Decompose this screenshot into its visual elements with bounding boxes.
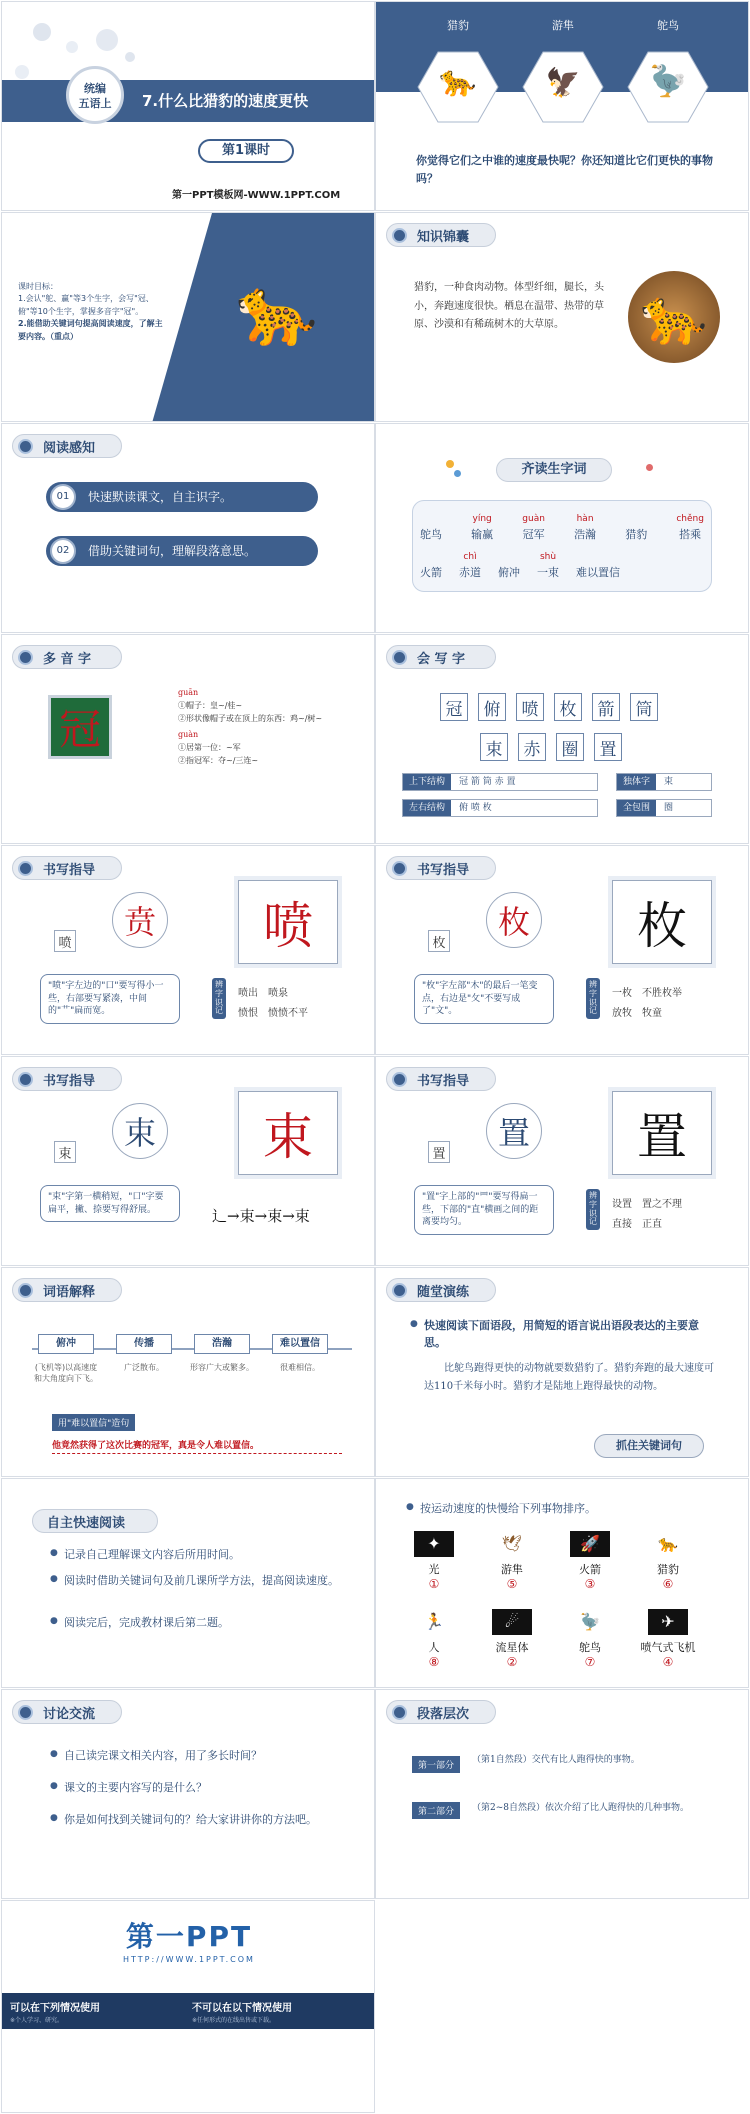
slide-16-ordering <box>375 1478 749 1688</box>
discussion-question-1: ● 自己读完课文相关内容，用了多长时间？ <box>50 1748 350 1765</box>
write-character: 筒 <box>630 693 658 721</box>
item-image-icon: ✈ <box>648 1609 688 1635</box>
part-label-1: 第一部分 <box>412 1756 460 1773</box>
cheetah-portrait-icon: 🐆 <box>628 271 720 363</box>
decor-dot-icon <box>454 470 461 477</box>
structure-key: 上下结构 <box>403 774 451 790</box>
word-pinyin: guàn <box>522 514 545 524</box>
word-pinyin <box>498 552 520 564</box>
word-text: 火箭 <box>420 566 442 579</box>
write-character: 赤 <box>518 733 546 761</box>
usage-allowed-text: ※个人学习、研究。 <box>10 2017 64 2024</box>
item-rank: ⑦ <box>584 1655 596 1669</box>
write-character: 冠 <box>440 693 468 721</box>
goals-block: 课时目标： 1.会认"鸵、赢"等3个生字，会写"冠、俯"等10个生字，掌握多音字"冠"。 2.能借助关键词句提高阅读速度，了解主要内容。（重点） <box>18 282 163 341</box>
slide-4-knowledge <box>375 212 749 422</box>
word-pinyin: shù <box>539 552 557 562</box>
item-image-icon: 🕊 <box>492 1531 532 1557</box>
word-item <box>676 514 704 542</box>
reading-step-1: 快速默读课文，自主识字。 <box>46 482 318 512</box>
example-sentence: 他竟然获得了这次比赛的冠军，真是令人难以置信。 <box>52 1438 342 1454</box>
word-item <box>625 514 647 542</box>
word-text: 输赢 <box>471 528 494 541</box>
small-char-box: 置 <box>428 1141 450 1163</box>
character-evolution: ⻌→束→束→束 <box>212 1207 310 1225</box>
section-pill: 书写指导 <box>12 1067 122 1091</box>
word-item <box>498 552 520 580</box>
write-character: 枚 <box>554 693 582 721</box>
key-sentence-button[interactable]: 抓住关键词句 <box>594 1434 704 1458</box>
writing-note: "枚"字左部"木"的最后一笔变点，右边是"攵"不要写成了"文"。 <box>414 974 554 1024</box>
site-label: 第一PPT模板网-WWW.1PPT.COM <box>172 190 341 201</box>
focus-circle: 枚 <box>486 892 542 948</box>
structure-value: 束 <box>664 777 674 787</box>
vocab-definition: 广泛散布。 <box>124 1363 164 1372</box>
reading-step-2: 借助关键词句，理解段落意思。 <box>46 536 318 566</box>
section-pill: 随堂演练 <box>386 1278 496 1302</box>
section-pill: 自主快速阅读 <box>32 1509 158 1533</box>
word-text: 赤道 <box>459 566 481 579</box>
polyphone-meanings: guān ①帽子：皇~/桂~ ②形状像帽子或在顶上的东西：鸡~/树~ guàn ①居第一位：~军 ②指冠军：夺~/三连~ <box>178 688 323 765</box>
distinguish-tag: 辨字识记 <box>586 1189 600 1230</box>
word-item <box>522 514 545 542</box>
pill-dot-icon <box>18 1072 33 1087</box>
slide-3-goals <box>1 212 375 422</box>
link-list-area <box>2 2029 375 2113</box>
item-image-icon: ☄ <box>492 1609 532 1635</box>
pill-dot-icon <box>18 650 33 665</box>
small-char-box: 枚 <box>428 930 450 952</box>
structure-key: 独体字 <box>617 774 656 790</box>
animal-label-1: 猎豹 <box>447 19 469 32</box>
animal-label-3: 鸵鸟 <box>657 19 679 32</box>
item-name: 鸵鸟 <box>579 1641 601 1654</box>
word-pinyin: chěng <box>676 514 704 524</box>
word-text: 浩瀚 <box>574 528 597 541</box>
word-pinyin: yíng <box>472 514 492 524</box>
structure-key: 全包围 <box>617 800 656 816</box>
part-text-1: （第1自然段）交代有比人跑得快的事物。 <box>472 1755 640 1765</box>
pill-dot-icon <box>392 1072 407 1087</box>
slide-6-words <box>375 423 749 633</box>
cheetah-icon: 🐆 <box>235 273 319 350</box>
item-name: 人 <box>428 1641 440 1654</box>
item-rank: ④ <box>662 1655 674 1669</box>
word-item <box>537 552 559 580</box>
writing-note: "束"字第一横稍短，"口"字要扁平，撇、捺要写得舒展。 <box>40 1185 180 1222</box>
vocab-word: 俯冲 <box>38 1334 94 1354</box>
pill-dot-icon <box>18 1705 33 1720</box>
compare-words: 一枚 不胜枚举 放牧 牧童 <box>612 988 682 1019</box>
item-rank: ⑧ <box>428 1655 440 1669</box>
small-char-box: 束 <box>54 1141 76 1163</box>
make-sentence-label: 用"难以置信"造句 <box>52 1414 135 1431</box>
focus-circle: 束 <box>112 1103 168 1159</box>
section-pill: 讨论交流 <box>12 1700 122 1724</box>
usage-allowed-title: 可以在下列情况使用 <box>10 2003 100 2014</box>
ostrich-icon: 🦤 <box>649 64 687 99</box>
item-image-icon: 🐆 <box>648 1531 688 1557</box>
word-text: 难以置信 <box>576 566 620 579</box>
slide-14-practice <box>375 1267 749 1477</box>
section-pill: 多 音 字 <box>12 645 122 669</box>
vocab-definition: 形容广大或繁多。 <box>190 1363 254 1372</box>
slide-1-title <box>1 1 375 211</box>
section-pill: 段落层次 <box>386 1700 496 1724</box>
focus-circle: 置 <box>486 1103 542 1159</box>
compare-words: 设置 置之不理 直接 正直 <box>612 1199 682 1230</box>
word-text: 搭乘 <box>679 528 702 541</box>
discussion-question-2: ● 课文的主要内容写的是什么？ <box>50 1780 350 1797</box>
write-character: 箭 <box>592 693 620 721</box>
word-pinyin: chì <box>463 552 477 562</box>
item-name: 火箭 <box>579 1563 601 1576</box>
item-rank: ⑤ <box>506 1577 518 1591</box>
brand-logo: 第一PPT <box>125 1920 253 1953</box>
structure-label <box>616 773 712 791</box>
word-text: 俯冲 <box>498 566 520 579</box>
selfread-point-3: ● 阅读完后，完成教材课后第二题。 <box>50 1615 350 1632</box>
step-number-1: 01 <box>50 484 76 510</box>
vocab-definition: 很难相信。 <box>280 1363 320 1372</box>
item-name: 流星体 <box>495 1641 529 1654</box>
lesson-title: 7.什么比猎豹的速度更快 <box>142 92 309 110</box>
word-read-title: 齐读生字词 <box>496 458 612 482</box>
item-name: 喷气式飞机 <box>640 1641 696 1654</box>
word-text: 鸵鸟 <box>420 528 442 541</box>
structure-value: 冠 箭 筒 赤 置 <box>459 777 516 787</box>
pill-dot-icon <box>392 1705 407 1720</box>
section-pill: 书写指导 <box>12 856 122 880</box>
writing-note: "喷"字左边的"口"要写得小一些，右部要写紧凑，中间的"艹"扁而宽。 <box>40 974 180 1024</box>
item-image-icon: 🏃 <box>414 1609 454 1635</box>
item-rank: ③ <box>584 1577 596 1591</box>
practice-question: ● 快速阅读下面语段，用简短的语言说出语段表达的主要意思。 <box>410 1318 710 1351</box>
item-rank: ⑥ <box>662 1577 674 1591</box>
section-pill: 知识锦囊 <box>386 223 496 247</box>
pill-dot-icon <box>392 1283 407 1298</box>
brand-url: HTTP://WWW.1PPT.COM <box>123 1955 255 1964</box>
word-pinyin <box>420 552 442 564</box>
decor-dot-icon <box>646 464 653 471</box>
lesson-period: 第1课时 <box>198 139 294 163</box>
step-number-2: 02 <box>50 538 76 564</box>
slide-11-guide-shu <box>1 1056 375 1266</box>
vocab-word: 浩瀚 <box>194 1334 250 1354</box>
small-char-box: 喷 <box>54 930 76 952</box>
item-rank: ② <box>506 1655 518 1669</box>
pill-dot-icon <box>392 861 407 876</box>
item-image-icon: 🚀 <box>570 1531 610 1557</box>
word-pinyin <box>625 514 647 526</box>
discussion-question-3: ● 你是如何找到关键词句的？给大家讲讲你的方法吧。 <box>50 1812 330 1829</box>
slide-17-discussion <box>1 1689 375 1899</box>
slide-8-writing <box>375 634 749 844</box>
word-row-1 <box>420 514 704 542</box>
distinguish-tag: 辨字识记 <box>586 978 600 1019</box>
pill-dot-icon <box>18 861 33 876</box>
section-pill: 词语解释 <box>12 1278 122 1302</box>
big-char-box: 束 <box>238 1091 338 1175</box>
structure-value: 圈 <box>664 803 674 813</box>
item-name: 光 <box>428 1563 440 1576</box>
item-image-icon: 🦤 <box>570 1609 610 1635</box>
big-char-box: 枚 <box>612 880 712 964</box>
distinguish-tag: 辨字识记 <box>212 978 226 1019</box>
word-pinyin <box>576 552 620 564</box>
write-character: 圈 <box>556 733 584 761</box>
focus-circle: 贲 <box>112 892 168 948</box>
knowledge-text: 猎豹，一种食肉动物。体型纤细，腿长，头小，奔跑速度很快。栖息在温带、热带的草原、沙漠和有稀疏树木的大草原。 <box>414 282 604 330</box>
slide-12-guide-zhi <box>375 1056 749 1266</box>
word-item <box>420 514 442 542</box>
compare-words: 喷出 喷泉 愤恨 愤愤不平 <box>238 988 308 1019</box>
usage-forbidden-title: 不可以在以下情况使用 <box>192 2003 292 2014</box>
vocab-word: 难以置信 <box>272 1334 328 1354</box>
section-pill: 书写指导 <box>386 1067 496 1091</box>
word-pinyin: hàn <box>576 514 594 524</box>
word-pinyin <box>420 514 442 526</box>
animal-question: 你觉得它们之中谁的速度最快呢？你还知道比它们更快的事物吗？ <box>416 154 713 185</box>
write-character: 喷 <box>516 693 544 721</box>
writing-note: "置"字上部的"罒"要写得扁一些，下部的"直"横画之间的距离要均匀。 <box>414 1185 554 1235</box>
pill-dot-icon <box>18 439 33 454</box>
selfread-point-2: ● 阅读时借助关键词句及前几课所学方法，提高阅读速度。 <box>50 1573 350 1590</box>
item-name: 游隼 <box>501 1563 523 1576</box>
structure-key: 左右结构 <box>403 800 451 816</box>
big-char-box: 置 <box>612 1091 712 1175</box>
structure-value: 俯 喷 枚 <box>459 803 492 813</box>
word-text: 冠军 <box>522 528 545 541</box>
section-pill: 阅读感知 <box>12 434 122 458</box>
textbook-badge: 统编 五语上 <box>66 66 124 124</box>
slide-5-reading <box>1 423 375 633</box>
selfread-point-1: ● 记录自己理解课文内容后所用时间。 <box>50 1547 350 1564</box>
slide-7-polyphone <box>1 634 375 844</box>
write-char-row-1 <box>440 693 658 721</box>
ordering-title: ● 按运动速度的快慢给下列事物排序。 <box>406 1501 726 1518</box>
animal-label-2: 游隼 <box>552 19 574 32</box>
structure-label <box>402 799 598 817</box>
decor-dot-icon <box>446 460 454 468</box>
section-pill: 书写指导 <box>386 856 496 880</box>
structure-label <box>616 799 712 817</box>
slide-15-selfread <box>1 1478 375 1688</box>
slide-18-structure <box>375 1689 749 1899</box>
item-image-icon: ✦ <box>414 1531 454 1557</box>
write-character: 置 <box>594 733 622 761</box>
vocab-word: 传播 <box>116 1334 172 1354</box>
pill-dot-icon <box>392 650 407 665</box>
slide-13-vocab <box>1 1267 375 1477</box>
pill-dot-icon <box>18 1283 33 1298</box>
slide-19-footer <box>1 1900 375 2113</box>
brand-area <box>2 1901 375 1973</box>
item-rank: ① <box>428 1577 440 1591</box>
slide-9-guide-pen <box>1 845 375 1055</box>
word-row-2 <box>420 552 620 580</box>
part-text-2: （第2~8自然段）依次介绍了比人跑得快的几种事物。 <box>472 1803 689 1813</box>
big-char-box: 喷 <box>238 880 338 964</box>
cheetah-icon: 🐆 <box>439 64 477 99</box>
word-text: 猎豹 <box>625 528 648 541</box>
write-char-row-2 <box>480 733 622 761</box>
polyphone-character: 冠 <box>48 695 112 759</box>
word-item <box>471 514 493 542</box>
item-name: 猎豹 <box>657 1563 679 1576</box>
word-item <box>420 552 442 580</box>
write-character: 俯 <box>478 693 506 721</box>
usage-forbidden-text: ※任何形式的在线出售或下载。 <box>192 2017 276 2024</box>
word-item <box>459 552 481 580</box>
vocab-definition: (飞机等)以高速度和大角度向下飞。 <box>34 1363 98 1384</box>
write-character: 束 <box>480 733 508 761</box>
word-item <box>576 552 620 580</box>
section-pill: 会 写 字 <box>386 645 496 669</box>
word-text: 一束 <box>537 566 559 579</box>
falcon-icon: 🦅 <box>545 66 581 99</box>
pill-dot-icon <box>392 228 407 243</box>
structure-label <box>402 773 598 791</box>
slide-2-animals <box>375 1 749 211</box>
practice-paragraph: 比鸵鸟跑得更快的动物就要数猎豹了。猎豹奔跑的最大速度可达110千米每小时。猎豹才是陆地上跑得最快的动物。 <box>424 1363 714 1392</box>
part-label-2: 第二部分 <box>412 1802 460 1819</box>
word-item <box>574 514 596 542</box>
slide-10-guide-mei <box>375 845 749 1055</box>
